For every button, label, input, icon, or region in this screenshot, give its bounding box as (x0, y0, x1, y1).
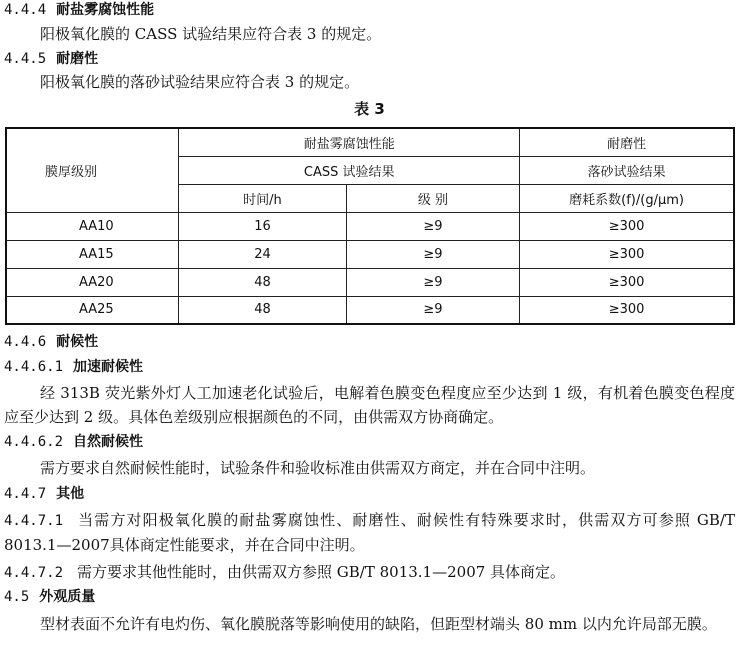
section-4-4-6-heading (4, 332, 98, 352)
cell-time: 48 (179, 268, 346, 296)
section-4-4-6-2-text: 需方要求自然耐候性能时，试验条件和验收标准由供需双方商定，并在合同中注明。 (40, 459, 596, 477)
header-coef: 磨耗系数(f)/(g/μm) (520, 184, 734, 212)
cell-rating: ≥9 (346, 268, 519, 296)
section-number: 4.4.7.2 (4, 565, 64, 581)
section-4-4-5-heading (4, 49, 98, 69)
header-abrasion: 耐磨性 (520, 128, 734, 156)
section-4-4-7-heading (4, 484, 84, 504)
cell-coef: ≥300 (520, 212, 734, 240)
cell-time: 48 (179, 296, 346, 324)
cell-coef: ≥300 (520, 240, 734, 268)
table-row (6, 212, 734, 240)
cell-time: 16 (179, 212, 346, 240)
table-row (6, 268, 734, 296)
cell-grade: AA25 (6, 296, 179, 324)
section-4-4-7-1 (4, 508, 735, 557)
section-4-4-7-2 (4, 562, 565, 583)
section-4-5-heading (4, 587, 95, 607)
section-title: 耐候性 (56, 334, 99, 350)
section-title: 加速耐候性 (73, 359, 144, 375)
header-film-grade: 膜厚级别 (6, 128, 179, 212)
section-number: 4.5 (4, 589, 30, 605)
table-title: 表 3 (354, 100, 385, 118)
section-4-4-6-1-text: 经 313B 荧光紫外灯人工加速老化试验后，电解着色膜变色程度应至少达到 1 级，有机着色膜变色程度应至少达到 2 级。具体色差级别应根据颜色的不同，由供需双方协商确定。 (4, 384, 735, 426)
section-4-4-6-1-heading (4, 357, 143, 377)
section-number: 4.4.6.1 (4, 359, 64, 375)
table-3 (5, 127, 735, 325)
header-sand: 落砂试验结果 (520, 156, 734, 184)
cell-coef: ≥300 (520, 268, 734, 296)
table-row (6, 240, 734, 268)
cell-grade: AA20 (6, 268, 179, 296)
cell-rating: ≥9 (346, 212, 519, 240)
cell-coef: ≥300 (520, 296, 734, 324)
cell-rating: ≥9 (346, 240, 519, 268)
section-number: 4.4.7 (4, 486, 47, 502)
section-4-4-4-heading (4, 0, 154, 20)
section-number: 4.4.5 (4, 51, 47, 67)
cell-grade: AA15 (6, 240, 179, 268)
section-4-4-5-text: 阳极氧化膜的落砂试验结果应符合表 3 的规定。 (40, 73, 360, 91)
section-number: 4.4.6 (4, 334, 47, 350)
section-title: 外观质量 (39, 589, 96, 605)
section-4-4-7-1-text: 当需方对阳极氧化膜的耐盐雾腐蚀性、耐磨性、耐候性有特殊要求时，供需双方可参照 GB/T 8013.1—2007具体商定性能要求，并在合同中注明。 (4, 511, 735, 554)
section-title: 自然耐候性 (73, 434, 144, 450)
section-number: 4.4.4 (4, 2, 47, 18)
header-time: 时间/h (179, 184, 346, 212)
section-title: 其他 (56, 486, 85, 502)
section-4-4-4-text: 阳极氧化膜的 CASS 试验结果应符合表 3 的规定。 (40, 25, 382, 43)
section-4-5-text: 型材表面不允许有电灼伤、氧化膜脱落等影响使用的缺陷，但距型材端头 80 mm 以内允许局部无膜。 (40, 615, 717, 633)
section-title: 耐盐雾腐蚀性能 (56, 2, 155, 18)
table-row (6, 296, 734, 324)
section-4-4-7-2-text: 需方要求其他性能时，由供需双方参照 GB/T 8013.1—2007 具体商定。 (77, 563, 566, 581)
header-cass: CASS 试验结果 (179, 156, 520, 184)
section-title: 耐磨性 (56, 51, 99, 67)
header-rating: 级 别 (346, 184, 519, 212)
cell-grade: AA10 (6, 212, 179, 240)
cell-time: 24 (179, 240, 346, 268)
section-number: 4.4.7.1 (4, 513, 64, 529)
section-4-4-6-2-heading (4, 432, 143, 452)
section-number: 4.4.6.2 (4, 434, 64, 450)
cell-rating: ≥9 (346, 296, 519, 324)
header-salt-spray: 耐盐雾腐蚀性能 (179, 128, 520, 156)
